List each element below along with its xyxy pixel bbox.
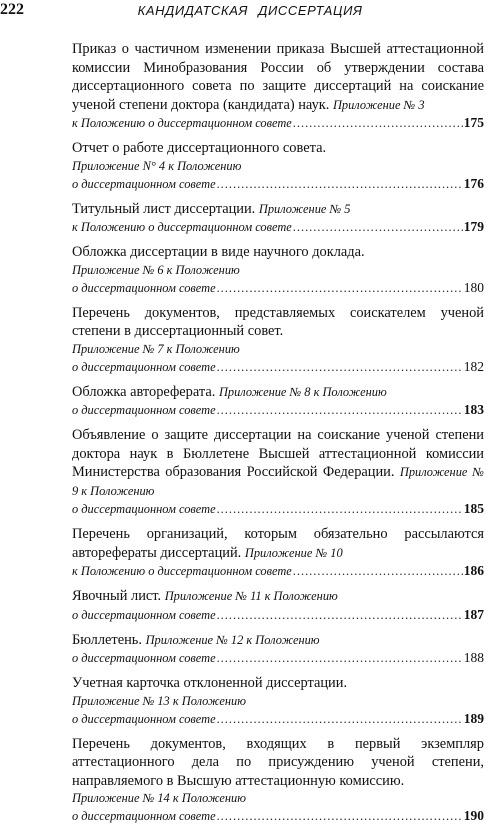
toc-entry-title-text: Перечень организаций, которым обязательно рассылаются авторефераты диссертаций. xyxy=(72,526,484,561)
toc-entry-appendix-ref: Приложение N° 4 к Положению xyxy=(72,158,242,173)
dot-leader xyxy=(217,650,463,667)
toc-entry-title-text: Перечень документов, входящих в первый экземпляр аттестационного дела по присуждению ученой степени, направляемого в Высшую аттестационную комиссию. xyxy=(72,735,484,789)
toc-entry-appendix-ref: Приложение № 6 к Положению xyxy=(72,262,240,277)
toc-entry-page-line xyxy=(72,401,484,419)
dot-leader xyxy=(217,280,463,297)
toc-entry-regulation-ref: о диссертационном совете xyxy=(72,359,216,374)
toc-entry[interactable] xyxy=(72,139,484,193)
toc-entry-page-number[interactable]: 180 xyxy=(463,279,484,295)
toc-entry-title xyxy=(72,674,484,693)
toc-entry-title-text: Обложка автореферата. xyxy=(72,383,216,400)
toc-entry-appendix-ref: Приложение № 7 к Положению xyxy=(72,341,240,356)
toc-entry-page-number[interactable]: 183 xyxy=(463,402,484,417)
toc-entry-title xyxy=(72,735,484,791)
toc-entry-page-number[interactable]: 179 xyxy=(463,219,484,234)
toc-entry[interactable] xyxy=(72,735,484,826)
toc-entry-title xyxy=(72,525,484,562)
toc-entry-ref-line xyxy=(72,158,484,175)
toc-entry-appendix-ref: Приложение № 11 к Положению xyxy=(164,589,338,603)
toc-entry-ref-line xyxy=(72,693,484,710)
toc-entry-page-number[interactable]: 186 xyxy=(463,563,484,578)
toc-entry-page-line xyxy=(72,710,484,728)
table-of-contents xyxy=(72,40,484,832)
toc-entry-appendix-ref: Приложение № 10 xyxy=(244,545,343,560)
toc-entry-regulation-ref: о диссертационном совете xyxy=(72,809,216,823)
toc-entry-title xyxy=(72,383,484,402)
dot-leader xyxy=(217,359,463,376)
toc-entry-title xyxy=(72,139,484,158)
toc-entry-ref-line xyxy=(72,262,484,279)
dot-leader xyxy=(217,501,463,518)
toc-entry-regulation-ref: к Положению о диссертационном совете xyxy=(72,564,292,578)
toc-entry-regulation-ref: о диссертационном совете xyxy=(72,280,216,295)
toc-entry[interactable] xyxy=(72,40,484,132)
toc-entry-appendix-ref: Приложение № 12 к Положению xyxy=(145,632,320,647)
toc-entry-regulation-ref: о диссертационном совете xyxy=(72,502,216,516)
toc-entry-page-line xyxy=(72,606,484,624)
toc-entry-title xyxy=(72,40,484,114)
toc-entry-page-number[interactable]: 187 xyxy=(463,606,484,622)
toc-entry-page-number[interactable]: 190 xyxy=(463,808,484,823)
toc-entry-appendix-ref: Приложение № 13 к Положению xyxy=(72,693,246,708)
toc-entry-page-number[interactable]: 188 xyxy=(463,650,484,665)
toc-entry-ref-line xyxy=(72,341,484,358)
toc-entry-title-text: Явочный лист. xyxy=(72,588,162,604)
toc-entry-title-text: Учетная карточка отклоненной диссертации. xyxy=(72,675,348,691)
toc-entry-appendix-ref: Приложение № 8 к Положению xyxy=(218,384,387,399)
dot-leader xyxy=(293,115,463,132)
dot-leader xyxy=(217,711,463,728)
toc-entry-page-line xyxy=(72,358,484,376)
dot-leader xyxy=(217,607,463,624)
toc-entry-page-line xyxy=(72,218,484,236)
toc-entry-page-number[interactable]: 175 xyxy=(463,115,484,130)
toc-entry-page-line xyxy=(72,807,484,825)
toc-entry-page-line xyxy=(72,562,484,580)
page-number: 222 xyxy=(0,1,24,18)
toc-entry[interactable] xyxy=(72,674,484,728)
toc-entry[interactable] xyxy=(72,200,484,237)
toc-entry-regulation-ref: о диссертационном совете xyxy=(72,403,216,417)
toc-entry[interactable] xyxy=(72,525,484,580)
toc-entry-appendix-ref: Приложение № 3 xyxy=(332,97,425,112)
dot-leader xyxy=(217,176,463,193)
toc-entry[interactable] xyxy=(72,304,484,376)
toc-entry-page-number[interactable]: 182 xyxy=(463,358,484,374)
toc-entry-appendix-ref: Приложение № 14 к Положению xyxy=(72,791,246,805)
dot-leader xyxy=(293,219,463,236)
toc-entry[interactable] xyxy=(72,426,484,518)
toc-entry-title xyxy=(72,426,484,500)
dot-leader xyxy=(217,808,463,825)
toc-entry-title-text: Титульный лист диссертации. xyxy=(72,200,256,217)
toc-entry[interactable] xyxy=(72,243,484,297)
toc-entry[interactable] xyxy=(72,631,484,668)
toc-entry-regulation-ref: о диссертационном совете xyxy=(72,711,216,726)
toc-entry-regulation-ref: о диссертационном совете xyxy=(72,607,216,622)
toc-entry-page-line xyxy=(72,500,484,518)
dot-leader xyxy=(217,402,463,419)
toc-entry-page-number[interactable]: 189 xyxy=(463,710,484,726)
toc-entry-title-text: Объявление о защите диссертации на соискание ученой степени доктора наук в Бюллетене Высшей аттестационной комиссии Министерства образования Российской Федерации. xyxy=(72,427,484,480)
toc-entry-page-number[interactable]: 176 xyxy=(463,175,484,191)
toc-entry-appendix-ref: Приложение № 5 xyxy=(258,201,351,216)
toc-entry-title xyxy=(72,243,484,262)
toc-entry-title xyxy=(72,304,484,341)
toc-entry-title-text: Перечень документов, представляемых соискателем ученой степени в диссертационный совет. xyxy=(72,304,484,339)
toc-entry-ref-line xyxy=(72,790,484,807)
toc-entry[interactable] xyxy=(72,587,484,624)
toc-entry-title-text: Бюллетень. xyxy=(72,631,142,648)
running-head: КАНДИДАТСКАЯ ДИССЕРТАЦИЯ xyxy=(137,3,363,18)
toc-entry-title-text: Отчет о работе диссертационного совета. xyxy=(72,140,327,156)
toc-entry-title xyxy=(72,200,484,219)
toc-entry-title-text: Приказ о частичном изменении приказа Высшей аттестационной комиссии Минобразования России об утверждении состава диссертационного совета по защите диссертаций на соискание ученой степени доктора (кандидата) наук. xyxy=(72,41,484,113)
toc-entry-title xyxy=(72,631,484,650)
toc-entry-page-line xyxy=(72,279,484,297)
dot-leader xyxy=(293,563,463,580)
toc-entry-title xyxy=(72,587,484,606)
toc-entry-title-text: Обложка диссертации в виде научного доклада. xyxy=(72,244,365,260)
toc-entry-regulation-ref: к Положению о диссертационном совете xyxy=(72,220,292,234)
toc-entry-page-line xyxy=(72,175,484,193)
toc-entry-appendix-ref: Приложение № 9 к Положению xyxy=(72,465,484,498)
toc-entry[interactable] xyxy=(72,383,484,420)
toc-entry-regulation-ref: к Положению о диссертационном совете xyxy=(72,116,292,130)
toc-entry-regulation-ref: о диссертационном совете xyxy=(72,176,216,191)
toc-entry-page-number[interactable]: 185 xyxy=(463,501,484,516)
toc-entry-page-line xyxy=(72,649,484,667)
toc-entry-page-line xyxy=(72,114,484,132)
toc-entry-regulation-ref: о диссертационном совете xyxy=(72,651,216,665)
page-header xyxy=(0,1,500,23)
